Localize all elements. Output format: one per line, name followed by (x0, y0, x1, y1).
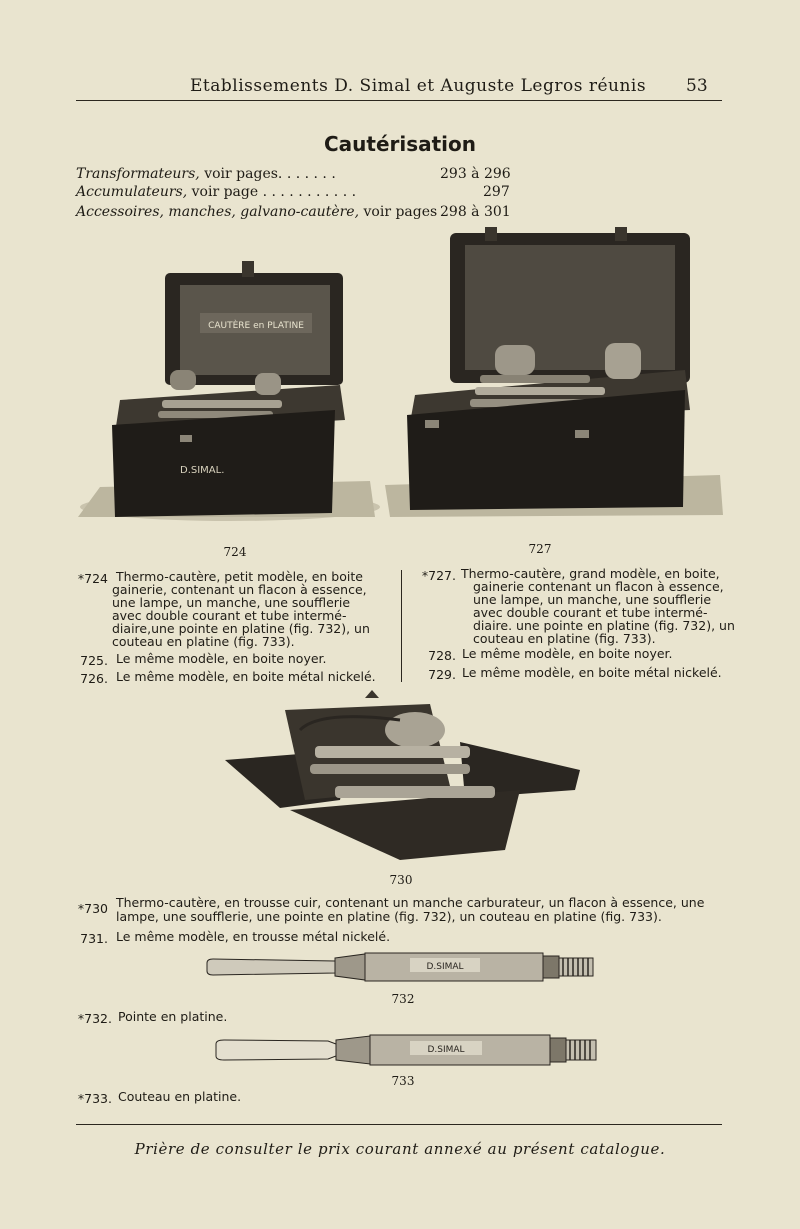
see-also-label: Accumulateurs, (76, 184, 188, 200)
item-description: Le même modèle, en boite métal nickelé. (462, 665, 722, 680)
figure-732-illustration (205, 950, 600, 986)
figure-730-illustration (220, 690, 590, 870)
item-number: *730 (77, 901, 108, 916)
engraving-733: D.SIMAL (427, 1045, 465, 1055)
item-description-line: gainerie, contenant un flacon à essence, (112, 582, 367, 597)
page-number: 53 (686, 76, 708, 96)
item-description-line: avec double courant et tube intermé- (112, 608, 347, 623)
box-lid-label: CAUTÈRE en PLATINE (208, 321, 304, 331)
item-description-line: Thermo-cautère, grand modèle, en boite, (461, 566, 720, 581)
item-number: *733. (77, 1091, 112, 1106)
item-description-line: Thermo-cautère, en trousse cuir, contenant un manche carburateur, un flacon à essence, une (116, 895, 705, 910)
figure-727-caption: 727 (528, 542, 552, 556)
item-description-line: couteau en platine (fig. 733). (112, 634, 295, 649)
see-also-label: Transformateurs, (76, 166, 200, 182)
see-also-label: Accessoires, manches, galvano-cautère, (76, 204, 360, 220)
footer-rule (76, 1124, 722, 1125)
item-number: *724 (77, 571, 108, 586)
item-description-line: lampe, une soufflerie, une pointe en platine (fig. 732), un couteau en platine (fig. 733). (116, 909, 662, 924)
item-description-line: une lampe, un manche, une soufflerie (112, 595, 351, 610)
item-number: *732. (77, 1011, 112, 1026)
item-description: Pointe en platine. (118, 1009, 228, 1024)
item-description-line: couteau en platine (fig. 733). (473, 631, 656, 646)
figure-724-illustration (70, 255, 380, 535)
item-description-line: avec double courant et tube intermé- (473, 605, 708, 620)
figure-730-caption: 730 (389, 873, 413, 887)
see-also-item (76, 166, 336, 182)
see-also-pages: 297 (483, 184, 510, 200)
see-also-pages: 293 à 296 (440, 166, 511, 182)
engraving-732: D.SIMAL (426, 962, 464, 972)
see-also-item (76, 184, 356, 200)
item-description: Le même modèle, en boite noyer. (462, 646, 673, 661)
item-description-line: une lampe, un manche, une soufflerie (473, 592, 712, 607)
item-number: 725. (80, 653, 108, 668)
see-also-text: voir page . . . . . . . . . . . (191, 184, 357, 200)
see-also-text: voir pages. . . . . . . (204, 166, 336, 182)
section-title: Cautérisation (323, 132, 477, 156)
item-number: 726. (80, 671, 108, 686)
see-also-pages: 298 à 301 (440, 204, 511, 220)
item-description-line: diaire. une pointe en platine (fig. 732), un (473, 618, 735, 633)
figure-732-caption: 732 (391, 992, 415, 1006)
footer-note: Prière de consulter le prix courant annexé au présent catalogue. (134, 1140, 666, 1158)
header-rule (76, 100, 722, 101)
column-divider (401, 570, 402, 682)
item-number: 728. (428, 648, 456, 663)
item-description: Le même modèle, en trousse métal nickelé. (116, 929, 391, 944)
item-number: 729. (428, 667, 456, 682)
item-description-line: gainerie contenant un flacon à essence, (473, 579, 724, 594)
see-also-item (76, 204, 437, 220)
item-description-line: Thermo-cautère, petit modèle, en boite (116, 569, 363, 584)
figure-724-caption: 724 (223, 545, 247, 559)
box-front-label: D.SIMAL. (180, 465, 225, 476)
item-number: *727. (421, 568, 456, 583)
item-description: Couteau en platine. (118, 1089, 242, 1104)
figure-727-illustration (385, 225, 725, 525)
item-description-line: diaire,une pointe en platine (fig. 732), un (112, 621, 370, 636)
item-description: Le même modèle, en boite métal nickelé. (116, 669, 376, 684)
figure-733-illustration (210, 1030, 600, 1070)
item-number: 731. (80, 931, 108, 946)
running-title: Etablissements D. Simal et Auguste Legros réunis (190, 76, 647, 96)
figure-733-caption: 733 (391, 1074, 415, 1088)
item-description: Le même modèle, en boite noyer. (116, 651, 327, 666)
see-also-text: voir pages (363, 204, 438, 220)
